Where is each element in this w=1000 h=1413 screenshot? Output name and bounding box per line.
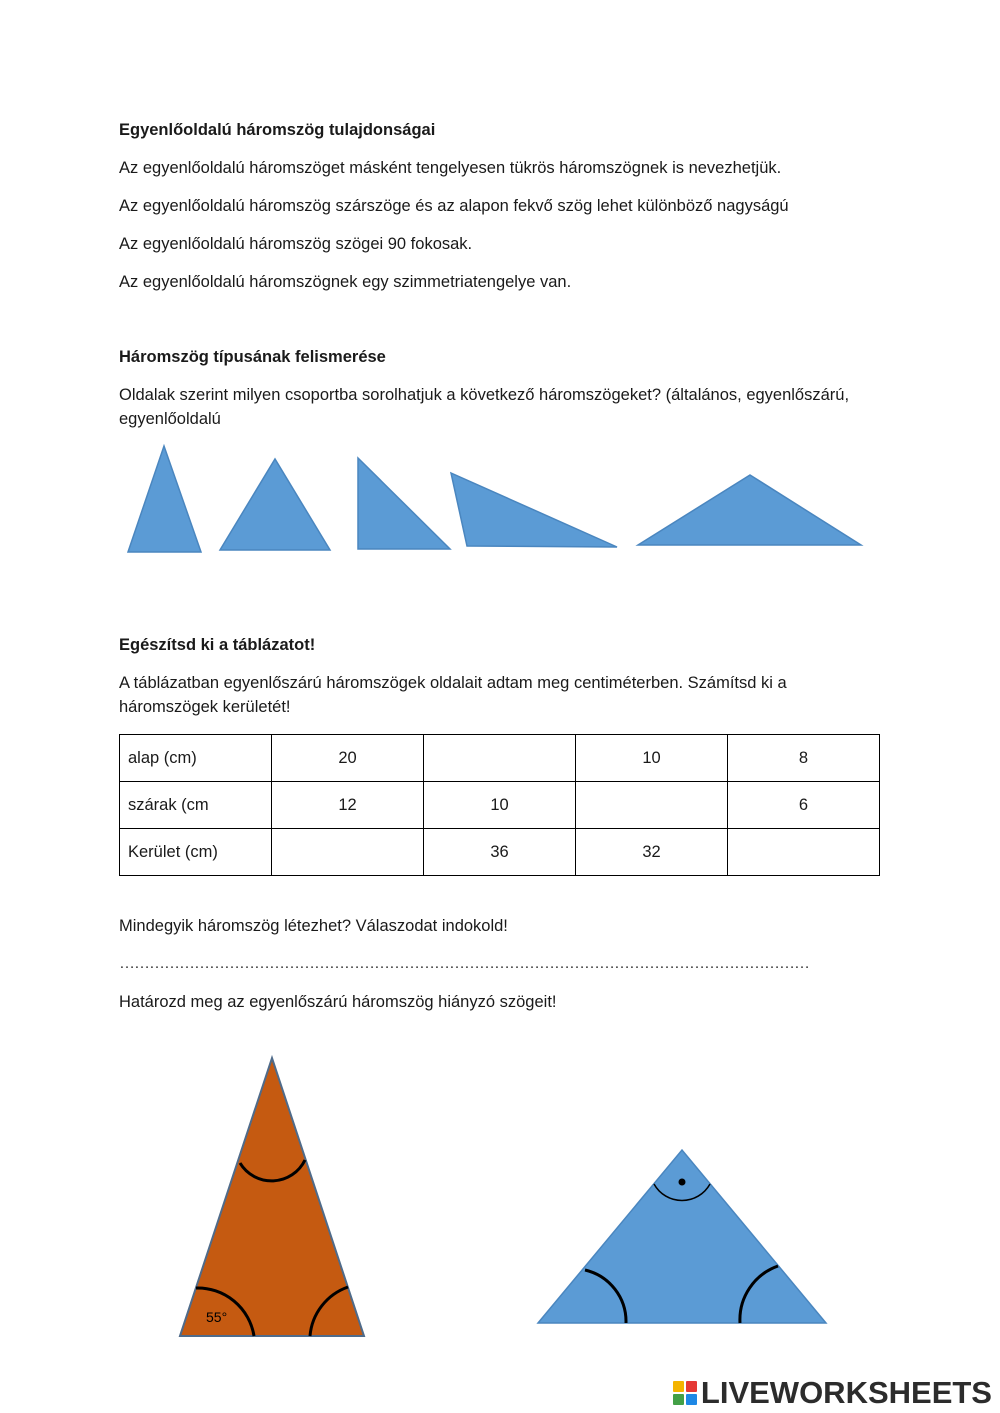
angle-figure xyxy=(0,1040,1000,1350)
triangle-3 xyxy=(358,458,450,549)
brand-logo-icon xyxy=(673,1381,697,1405)
table-cell: 8 xyxy=(728,735,880,782)
triangle-5 xyxy=(638,475,861,545)
brand-name: LIVEWORKSHEETS xyxy=(700,1375,992,1410)
existence-question: Mindegyik háromszög létezhet? Válaszodat indokold! xyxy=(119,917,508,935)
table-row xyxy=(120,735,880,782)
right-angle-dot xyxy=(679,1179,686,1186)
table-cell: 12 xyxy=(272,782,424,829)
angle-task: Határozd meg az egyenlőszárú háromszög hiányzó szögeit! xyxy=(119,993,557,1011)
table-cell-blank[interactable] xyxy=(424,735,576,782)
table-cell: 10 xyxy=(576,735,728,782)
table-cell: 32 xyxy=(576,829,728,876)
section1-title: Egyenlőoldalú háromszög tulajdonságai xyxy=(119,121,436,139)
triangle-2 xyxy=(220,459,330,550)
statement-2: Az egyenlőoldalú háromszög szárszöge és az alapon fekvő szög lehet különböző nagyságú xyxy=(119,197,789,215)
table-cell-blank[interactable] xyxy=(576,782,728,829)
table-cell: 36 xyxy=(424,829,576,876)
table-cell: 20 xyxy=(272,735,424,782)
table-instructions: A táblázatban egyenlőszárú háromszögek oldalait adtam meg centiméterben. Számítsd ki a háromszögek kerületét! xyxy=(119,674,787,716)
table-cell: 6 xyxy=(728,782,880,829)
table-row xyxy=(120,829,880,876)
section2-title: Háromszög típusának felismerése xyxy=(119,348,386,366)
table-cell-blank[interactable] xyxy=(272,829,424,876)
given-angle-label: 55° xyxy=(206,1309,228,1325)
statement-3: Az egyenlőoldalú háromszög szögei 90 fokosak. xyxy=(119,235,473,253)
classification-question: Oldalak szerint milyen csoportba sorolhatjuk a következő háromszögeket? (általános, egyenlőszárú, egyenlőoldalú xyxy=(119,386,850,428)
perimeter-table xyxy=(119,734,880,876)
table-row xyxy=(120,782,880,829)
statement-4: Az egyenlőoldalú háromszögnek egy szimmetriatengelye van. xyxy=(119,273,572,291)
table-cell: 10 xyxy=(424,782,576,829)
row-label: szárak (cm xyxy=(120,782,272,829)
section3-title: Egészítsd ki a táblázatot! xyxy=(119,636,316,654)
row-label: alap (cm) xyxy=(120,735,272,782)
answer-line[interactable]: ………………………………………………………………………………………………………………………… xyxy=(119,955,809,972)
row-label: Kerület (cm) xyxy=(120,829,272,876)
table-cell-blank[interactable] xyxy=(728,829,880,876)
triangles-figure xyxy=(0,440,1000,560)
triangle-4 xyxy=(451,473,617,547)
right-isosceles-triangle-blue xyxy=(538,1150,826,1323)
brand-watermark xyxy=(673,1376,992,1410)
statement-1: Az egyenlőoldalú háromszöget másként tengelyesen tükrös háromszögnek is nevezhetjük. xyxy=(119,159,782,177)
triangle-1 xyxy=(128,446,201,552)
